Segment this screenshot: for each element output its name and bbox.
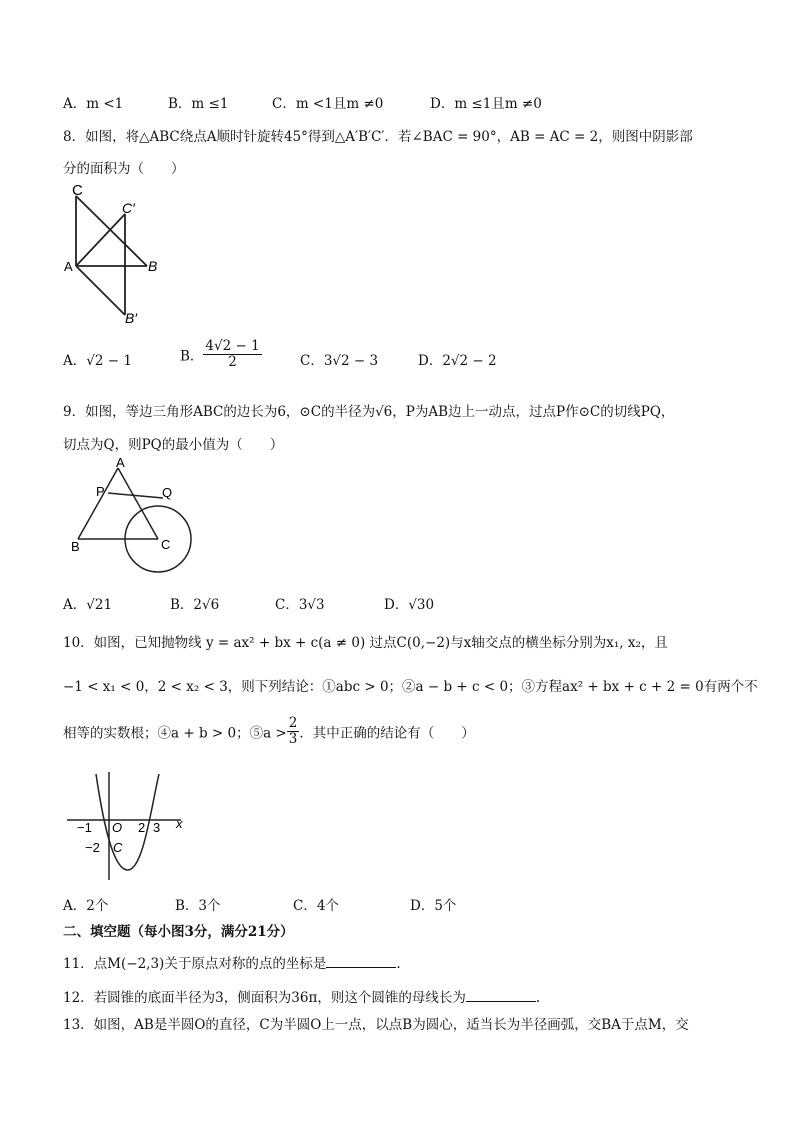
q8-option-b: [180, 339, 262, 370]
q7-option-d: D．m ≤1且m ≠0: [430, 96, 542, 112]
q10-stem-fraction-num: 2: [288, 715, 298, 731]
q10-stem-fraction-den: 3: [288, 730, 298, 747]
q12-suffix: .: [535, 990, 541, 1006]
q11-answer-blank[interactable]: [326, 955, 396, 968]
section-2-heading: 二、填空题（每小图3分，满分21分）: [63, 924, 294, 940]
q8-label-b: B: [148, 258, 158, 274]
q8-option-b-prefix: B．: [180, 348, 204, 365]
q9-option-d: D．√30: [384, 597, 435, 613]
q10-label-neg2: −2: [85, 840, 100, 855]
q9-label-q: Q: [162, 485, 173, 500]
q9-stem-line2: 切点为Q，则PQ的最小值为（ ）: [63, 437, 284, 453]
q11-prefix: 11．点M(−2,3)关于原点对称的点的坐标是: [63, 956, 327, 972]
q10-label-o: O: [112, 820, 123, 835]
q8-option-b-fraction: [203, 339, 261, 370]
q10-stem-line3-suffix: ．其中正确的结论有（ ）: [299, 725, 475, 742]
q13-stem-line1: 13．如图，AB是半圆O的直径，C为半圆O上一点，以点B为圆心，适当长为半径画弧，交BA于点M，交: [63, 1017, 689, 1033]
q8-stem-line2: 分的面积为（ ）: [63, 161, 185, 177]
q9-option-a: A．√21: [63, 597, 113, 613]
q9-figure: [63, 455, 203, 580]
q9-label-b: B: [71, 539, 80, 554]
q7-option-c: C．m <1且m ≠0: [272, 96, 384, 112]
q10-stem-line2: −1 < x₁ < 0，2 < x₂ < 3，则下列结论：①abc > 0；②a − b + c < 0；③方程ax² + bx + c + 2 = 0有两个不: [63, 679, 758, 695]
q9-side-ab: [78, 468, 118, 539]
q10-label-c: C: [113, 840, 123, 855]
q9-side-ac: [118, 468, 158, 539]
q12-stem: [63, 986, 540, 1006]
q10-label-3: 3: [153, 820, 161, 835]
q8-stem-line1: 8．如图，将△ABC绕点A顺时针旋转45°得到△A′B′C′．若∠BAC = 90°，AB = AC = 2，则图中阴影部: [63, 129, 693, 145]
q8-label-bprime: B′: [125, 310, 137, 326]
q10-option-b: B．3个: [175, 898, 221, 914]
q9-label-p: P: [96, 484, 105, 499]
q9-option-c: C．3√3: [275, 597, 325, 613]
q11-stem: [63, 952, 401, 972]
q10-option-d: D．5个: [410, 898, 457, 914]
q8-option-c: C．3√2 − 3: [300, 353, 379, 369]
q12-answer-blank[interactable]: [466, 989, 536, 1002]
q8-option-b-num: 4√2 − 1: [205, 338, 260, 354]
q12-prefix: 12．若圆锥的底面半径为3，侧面积为36π，则这个圆锥的母线长为: [63, 990, 466, 1006]
q8-label-a: A: [64, 259, 73, 274]
q7-option-b: B．m ≤1: [168, 96, 229, 112]
q10-label-x: x: [176, 816, 183, 831]
q10-figure: [63, 768, 193, 883]
q8-option-b-den: 2: [228, 353, 237, 370]
q10-stem-line3-prefix: 相等的实数根；④a + b > 0；⑤a >: [63, 725, 287, 742]
q10-option-c: C．4个: [293, 898, 339, 914]
q11-suffix: .: [396, 956, 401, 972]
q8-figure: [62, 183, 172, 328]
q9-option-b: B．2√6: [170, 597, 220, 613]
q7-option-a: A．m <1: [63, 96, 124, 112]
q10-option-a: A．2个: [63, 898, 109, 914]
q8-option-d: D．2√2 − 2: [418, 353, 497, 369]
q8-label-c: C: [72, 183, 83, 199]
q10-parabola: [96, 774, 159, 870]
q10-stem-line1: 10．如图，已知抛物线 y = ax² + bx + c(a ≠ 0) 过点C(0,−2)与x轴交点的横坐标分别为x₁, x₂，且: [63, 635, 668, 651]
q10-stem-line3: [63, 716, 475, 747]
q10-label-2: 2: [138, 820, 146, 835]
q9-stem-line1: 9．如图，等边三角形ABC的边长为6，⊙C的半径为√6，P为AB边上一动点，过点P作⊙C的切线PQ，: [63, 404, 675, 420]
q9-tangent-pq: [108, 493, 163, 498]
q10-label-neg1: −1: [77, 820, 92, 835]
q8-option-a: A．√2 − 1: [63, 353, 132, 369]
q8-label-cprime: C′: [122, 200, 135, 216]
q10-stem-fraction: [287, 716, 300, 747]
q9-label-c: C: [161, 537, 171, 552]
q9-label-a: A: [116, 455, 125, 470]
